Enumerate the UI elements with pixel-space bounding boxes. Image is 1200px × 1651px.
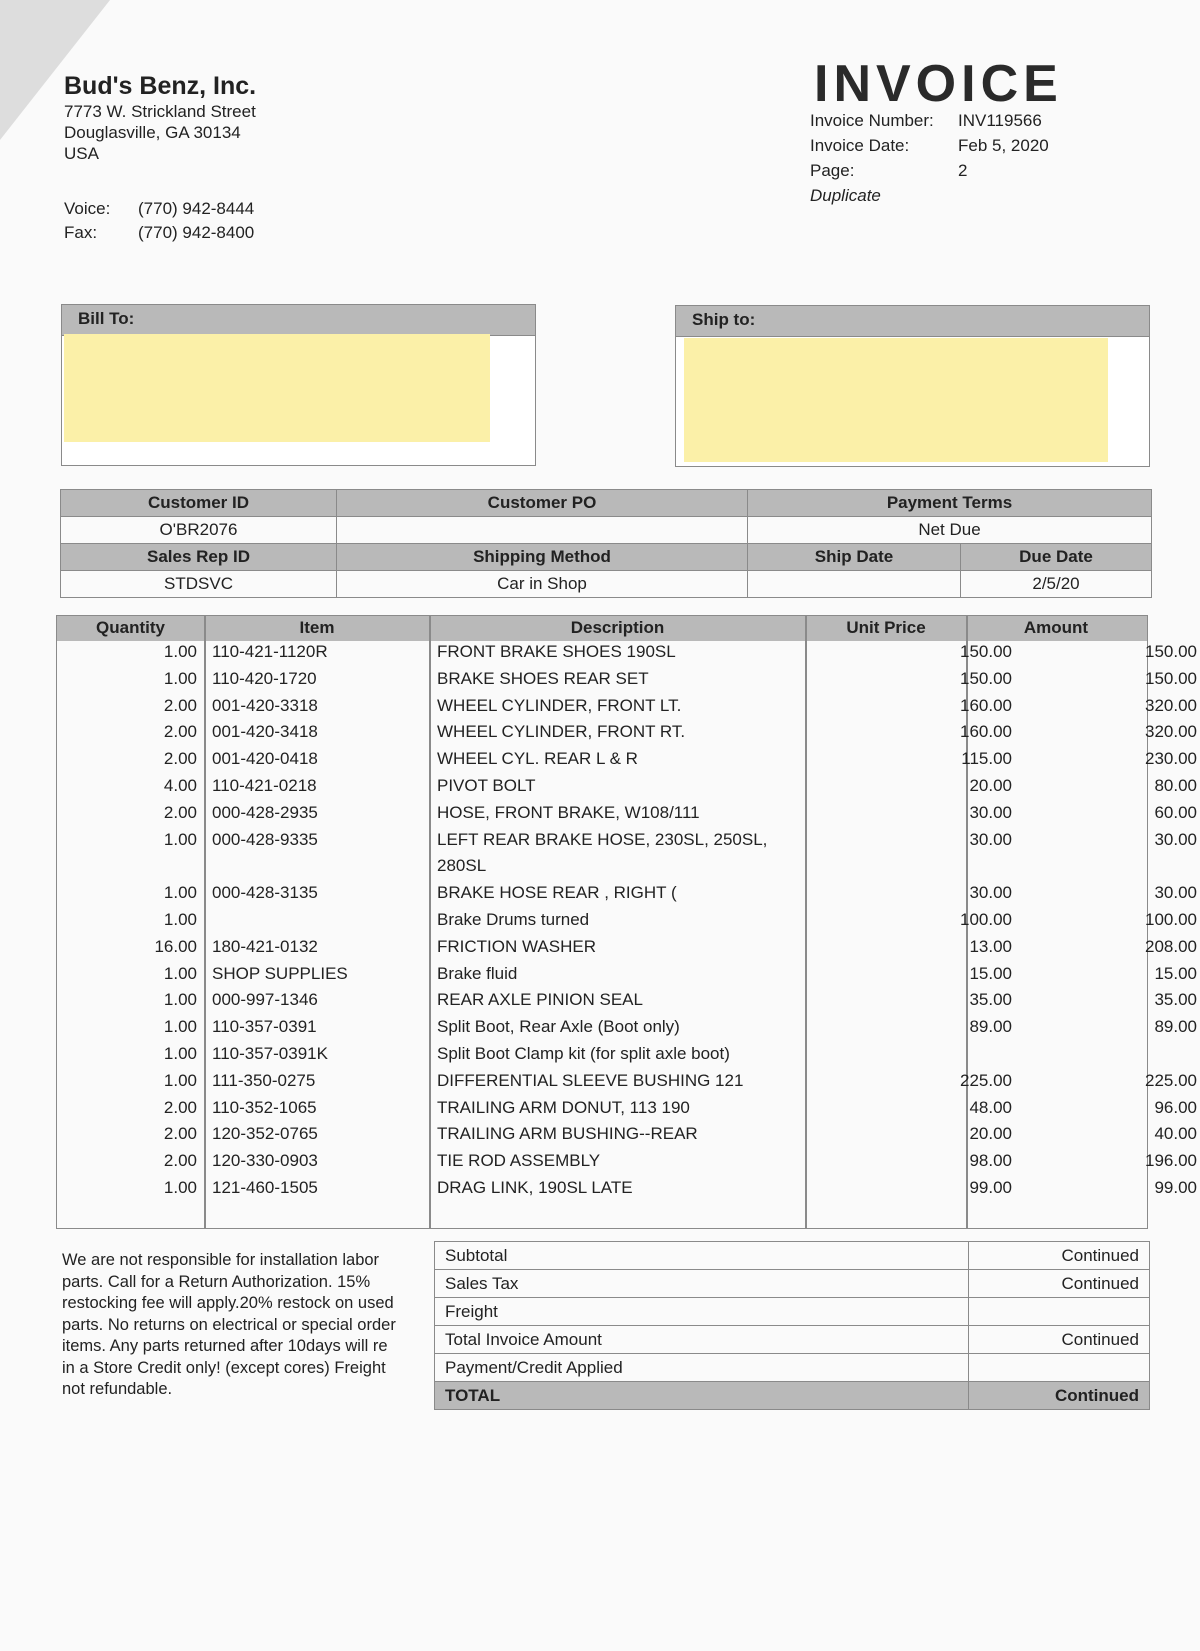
amount-cell: 208.00 <box>1145 936 1197 956</box>
order-info-table <box>60 489 1152 598</box>
table-row <box>57 856 1147 882</box>
quantity-cell: 1.00 <box>163 990 197 1010</box>
fax-number: (770) 942-8400 <box>138 223 255 242</box>
quantity-cell: 2.00 <box>163 695 197 715</box>
description-cell: DRAG LINK, 190SL LATE <box>437 1178 633 1197</box>
notice-line: not refundable. <box>62 1380 173 1398</box>
line-items-table <box>56 615 1197 1229</box>
amount-cell: 96.00 <box>1154 1097 1197 1117</box>
amount-header: Amount <box>1023 618 1089 637</box>
item-cell: 110-421-1120R <box>212 642 328 661</box>
table-row <box>57 1097 1197 1124</box>
totals-row <box>435 1242 1150 1270</box>
amount-cell: 80.00 <box>1154 776 1197 795</box>
totals-value: Continued <box>969 1242 1150 1270</box>
voice-label: Voice: <box>64 199 111 218</box>
quantity-cell: 2.00 <box>163 749 197 769</box>
description-cell: FRONT BRAKE SHOES 190SL <box>437 642 676 661</box>
amount-cell: 150.00 <box>1145 668 1197 688</box>
unit-price-cell: 30.00 <box>969 829 1012 849</box>
description-cell: BRAKE SHOES REAR SET <box>437 668 649 688</box>
description-cell: Brake Drums turned <box>437 910 590 929</box>
amount-cell: 40.00 <box>1154 1124 1197 1144</box>
unit-price-cell: 225.00 <box>960 1070 1012 1090</box>
due-date-header: Due Date <box>961 544 1152 571</box>
description-cell: BRAKE HOSE REAR , RIGHT ( <box>437 883 677 903</box>
item-cell: 001-420-0418 <box>212 749 318 769</box>
description-cell: Split Boot Clamp kit (for split axle boot) <box>437 1044 730 1063</box>
item-cell: 000-428-9335 <box>212 829 318 849</box>
description-cell: Split Boot, Rear Axle (Boot only) <box>437 1017 680 1037</box>
duplicate-label: Duplicate <box>810 186 881 205</box>
description-cell: DIFFERENTIAL SLEEVE BUSHING 121 <box>437 1070 744 1090</box>
invoice-date: Feb 5, 2020 <box>958 136 1049 155</box>
description-cell: WHEEL CYL. REAR L & R <box>437 749 638 769</box>
item-header: Item <box>299 618 335 637</box>
table-row <box>57 990 1197 1016</box>
unit-price-cell: 98.00 <box>969 1151 1012 1171</box>
company-address-2: Douglasville, GA 30134 <box>64 123 241 142</box>
description-cell: WHEEL CYLINDER, FRONT RT. <box>437 722 686 742</box>
quantity-cell: 16.00 <box>154 936 197 956</box>
amount-cell: 30.00 <box>1154 883 1197 903</box>
totals-row <box>435 1270 1150 1298</box>
totals-label: Total Invoice Amount <box>435 1326 969 1354</box>
table-row <box>57 963 1197 990</box>
totals-label: Subtotal <box>435 1242 969 1270</box>
item-cell: 180-421-0132 <box>212 936 318 956</box>
ship-date-value <box>748 571 961 598</box>
totals-value: Continued <box>969 1326 1150 1354</box>
amount-cell: 225.00 <box>1145 1070 1197 1090</box>
item-cell: 110-420-1720 <box>212 668 317 688</box>
description-cell: TIE ROD ASSEMBLY <box>437 1151 601 1171</box>
table-row <box>57 1070 1197 1097</box>
table-row <box>57 1124 1197 1150</box>
page-label: Page: <box>810 161 855 180</box>
unit-price-cell: 13.00 <box>969 936 1012 956</box>
table-row <box>57 749 1197 775</box>
quantity-cell: 2.00 <box>163 1151 197 1171</box>
shipping-method-value: Car in Shop <box>337 571 748 598</box>
contact-block <box>64 197 254 245</box>
company-block <box>64 72 256 164</box>
quantity-cell: 1.00 <box>163 668 197 688</box>
company-country: USA <box>64 144 99 163</box>
totals-value <box>969 1354 1150 1382</box>
customer-id-header: Customer ID <box>61 490 337 517</box>
quantity-cell: 1.00 <box>163 829 197 849</box>
description-cell: TRAILING ARM BUSHING--REAR <box>437 1124 698 1144</box>
ship-to-redaction <box>684 338 1108 462</box>
description-cell: FRICTION WASHER <box>437 936 596 956</box>
totals-row <box>435 1354 1150 1382</box>
table-row <box>57 1017 1197 1043</box>
item-cell: 000-428-2935 <box>212 802 318 822</box>
table-row <box>57 1178 1197 1204</box>
unit-price-cell: 30.00 <box>969 802 1012 822</box>
company-name: Bud's Benz, Inc. <box>64 72 257 100</box>
invoice-number: INV119566 <box>958 111 1042 130</box>
table-row <box>57 1151 1197 1177</box>
totals-row <box>435 1326 1150 1354</box>
quantity-header: Quantity <box>96 618 165 637</box>
item-cell: 110-357-0391K <box>212 1044 328 1063</box>
totals-label: Payment/Credit Applied <box>435 1354 969 1382</box>
unit-price-cell: 115.00 <box>961 749 1012 769</box>
item-cell: 000-428-3135 <box>212 883 318 903</box>
customer-po-header: Customer PO <box>337 490 748 517</box>
customer-id-value: O'BR2076 <box>61 517 337 544</box>
description-cell: HOSE, FRONT BRAKE, W108/111 <box>437 802 700 822</box>
table-row <box>57 936 1197 963</box>
shipping-method-header: Shipping Method <box>337 544 748 571</box>
amount-cell: 15.00 <box>1154 963 1197 983</box>
unit-price-cell: 160.00 <box>960 722 1012 742</box>
amount-cell: 60.00 <box>1154 802 1197 822</box>
quantity-cell: 1.00 <box>163 1070 197 1090</box>
description-cell: PIVOT BOLT <box>437 776 536 795</box>
unit-price-cell: 35.00 <box>969 990 1012 1010</box>
quantity-cell: 1.00 <box>163 910 197 929</box>
description-cell: LEFT REAR BRAKE HOSE, 230SL, 250SL, <box>437 829 768 849</box>
unit-price-cell: 100.00 <box>960 910 1012 929</box>
item-cell: 110-352-1065 <box>212 1097 317 1117</box>
totals-label: Sales Tax <box>435 1270 969 1298</box>
amount-cell: 35.00 <box>1154 990 1197 1010</box>
ship-to-label: Ship to: <box>676 306 1149 337</box>
notice-line: items. Any parts returned after 10days will re <box>62 1337 388 1355</box>
quantity-cell: 1.00 <box>163 883 197 903</box>
totals-value: Continued <box>969 1270 1150 1298</box>
quantity-cell: 2.00 <box>163 1097 197 1117</box>
description-cell: WHEEL CYLINDER, FRONT LT. <box>437 695 682 715</box>
unit-price-cell: 160.00 <box>960 695 1012 715</box>
unit-price-cell: 89.00 <box>969 1017 1012 1037</box>
company-address-1: 7773 W. Strickland Street <box>64 102 256 121</box>
totals-value <box>969 1298 1150 1326</box>
table-row <box>57 722 1197 748</box>
table-row <box>57 776 1197 802</box>
quantity-cell: 1.00 <box>163 1017 197 1037</box>
amount-cell: 89.00 <box>1154 1017 1197 1037</box>
table-row <box>57 1044 1147 1070</box>
bill-to-redaction <box>64 334 490 442</box>
description-cell: Brake fluid <box>437 963 518 983</box>
unit-price-cell: 48.00 <box>969 1097 1012 1117</box>
item-cell: 001-420-3418 <box>212 722 318 742</box>
description-cell: TRAILING ARM DONUT, 113 190 <box>437 1097 690 1117</box>
invoice-date-label: Invoice Date: <box>810 136 910 155</box>
quantity-cell: 1.00 <box>163 1178 197 1197</box>
amount-cell: 30.00 <box>1154 829 1197 849</box>
page-number: 2 <box>958 161 968 180</box>
item-cell: 000-997-1346 <box>212 990 318 1010</box>
description-header: Description <box>570 618 665 637</box>
item-cell: SHOP SUPPLIES <box>212 963 348 983</box>
amount-cell: 100.00 <box>1145 910 1197 929</box>
payment-terms-header: Payment Terms <box>748 490 1152 517</box>
sales-rep-value: STDSVC <box>61 571 337 598</box>
totals-table <box>434 1241 1150 1410</box>
table-row <box>57 910 1197 936</box>
return-policy-notice <box>62 1250 424 1401</box>
invoice-meta <box>810 108 1049 208</box>
invoice-number-label: Invoice Number: <box>810 111 934 130</box>
fax-label: Fax: <box>64 223 98 242</box>
table-row <box>57 802 1197 829</box>
table-row <box>57 883 1197 909</box>
description-cell: 280SL <box>437 856 487 876</box>
table-row <box>57 829 1197 856</box>
amount-cell: 320.00 <box>1145 722 1197 742</box>
amount-cell: 99.00 <box>1154 1178 1197 1197</box>
table-row <box>57 668 1197 695</box>
voice-number: (770) 942-8444 <box>138 199 255 218</box>
unit-price-cell: 20.00 <box>969 1124 1012 1144</box>
unit-price-cell: 15.00 <box>969 963 1012 983</box>
quantity-cell: 2.00 <box>163 1124 197 1144</box>
unit-price-cell: 150.00 <box>960 642 1012 661</box>
totals-value: Continued <box>969 1382 1150 1410</box>
unit-price-cell: 20.00 <box>969 776 1012 795</box>
unit-price-cell: 99.00 <box>969 1178 1012 1197</box>
notice-line: parts. Call for a Return Authorization. 15% <box>62 1272 371 1291</box>
item-cell: 001-420-3318 <box>212 695 318 715</box>
quantity-cell: 4.00 <box>163 776 197 795</box>
table-row <box>57 695 1197 722</box>
notice-line: parts. No returns on electrical or special order <box>62 1315 396 1334</box>
totals-label: TOTAL <box>435 1382 969 1410</box>
amount-cell: 150.00 <box>1145 642 1197 661</box>
item-cell: 111-350-0275 <box>212 1070 316 1090</box>
notice-line: restocking fee will apply.20% restock on used <box>62 1294 394 1312</box>
description-cell: REAR AXLE PINION SEAL <box>437 990 643 1010</box>
amount-cell: 230.00 <box>1145 749 1197 769</box>
item-cell: 110-421-0218 <box>212 776 317 795</box>
invoice-title: INVOICE <box>814 55 1063 113</box>
item-cell: 110-357-0391 <box>212 1017 317 1037</box>
amount-cell: 196.00 <box>1145 1151 1197 1171</box>
table-row <box>57 642 1197 668</box>
totals-label: Freight <box>435 1298 969 1326</box>
customer-po-value <box>337 517 748 544</box>
item-cell: 121-460-1505 <box>212 1178 318 1197</box>
unit-price-cell: 150.00 <box>960 668 1012 688</box>
bill-to-label: Bill To: <box>62 305 535 336</box>
notice-line: in a Store Credit only! (except cores) Freight <box>62 1358 386 1377</box>
item-cell: 120-352-0765 <box>212 1124 318 1144</box>
quantity-cell: 2.00 <box>163 802 197 822</box>
quantity-cell: 2.00 <box>163 722 197 742</box>
due-date-value: 2/5/20 <box>961 571 1152 598</box>
quantity-cell: 1.00 <box>163 1044 197 1063</box>
notice-line: We are not responsible for installation labor <box>62 1251 380 1269</box>
quantity-cell: 1.00 <box>163 963 197 983</box>
amount-cell: 320.00 <box>1145 695 1197 715</box>
item-cell: 120-330-0903 <box>212 1151 318 1171</box>
unit-price-cell: 30.00 <box>969 883 1012 903</box>
ship-date-header: Ship Date <box>748 544 961 571</box>
unit-price-header: Unit Price <box>846 618 926 637</box>
totals-row <box>435 1298 1150 1326</box>
payment-terms-value: Net Due <box>748 517 1152 544</box>
totals-row <box>435 1382 1150 1410</box>
sales-rep-header: Sales Rep ID <box>61 544 337 571</box>
quantity-cell: 1.00 <box>163 642 197 661</box>
